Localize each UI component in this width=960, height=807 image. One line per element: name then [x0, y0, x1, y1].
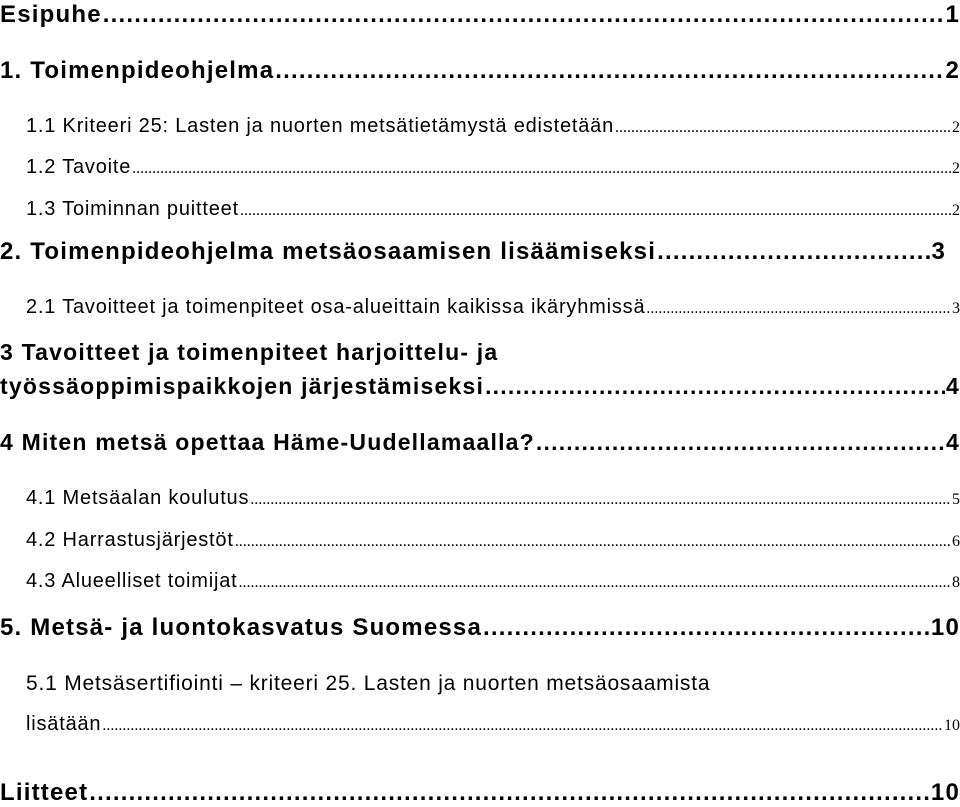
toc-leader-dots	[536, 429, 945, 456]
toc-page-number: 4	[946, 429, 960, 455]
toc-entry-title: 1.2 Tavoite	[26, 156, 132, 178]
toc-page-number: 4	[946, 373, 960, 399]
toc-entry[interactable]	[26, 296, 960, 319]
toc-leader-dots	[240, 202, 951, 220]
toc-entry[interactable]	[26, 487, 960, 510]
toc-page-number: 2	[952, 119, 960, 136]
toc-leader-dots	[132, 160, 951, 178]
toc-entry[interactable]	[26, 115, 960, 138]
toc-entry[interactable]	[26, 198, 960, 221]
toc-entry-title-line1: 5.1 Metsäsertifiointi – kriteeri 25. Lasten ja nuorten metsäosaamista	[26, 672, 711, 695]
toc-leader-dots	[89, 779, 930, 807]
toc-page-number: 2	[952, 202, 960, 219]
toc-leader-dots	[275, 57, 944, 85]
toc-leader-dots	[646, 300, 951, 318]
toc-entry-title: 4.2 Harrastusjärjestöt	[26, 529, 234, 551]
toc-entry-title: 1. Toimenpideohjelma	[0, 57, 275, 84]
toc-leader-dots	[483, 614, 930, 642]
toc-entry-title: 1.1 Kriteeri 25: Lasten ja nuorten metsätietämystä edistetään	[26, 115, 614, 137]
toc-leader-dots	[615, 119, 951, 137]
toc-entry[interactable]	[0, 238, 946, 266]
toc-entry[interactable]	[26, 529, 960, 552]
toc-page-number: 10	[930, 779, 960, 806]
toc-entry[interactable]	[0, 57, 960, 85]
toc-page-number: 3	[952, 300, 960, 317]
toc-page-number: 10	[944, 717, 960, 734]
toc-entry-title: 1.3 Toiminnan puitteet	[26, 198, 239, 220]
toc-page-number: 10	[930, 614, 960, 641]
toc-entry-title: 2. Toimenpideohjelma metsäosaamisen lisäämiseksi	[0, 238, 657, 265]
toc-entry[interactable]	[0, 1, 960, 29]
toc-entry[interactable]	[26, 713, 960, 736]
toc-page-number: 6	[952, 533, 960, 550]
toc-leader-dots	[103, 1, 945, 29]
toc-page-number: 2	[952, 160, 960, 177]
toc-entry-title: työssäoppimispaikkojen järjestämiseksi	[0, 373, 485, 399]
toc-entry-title: 5. Metsä- ja luontokasvatus Suomessa	[0, 614, 483, 641]
toc-entry-title: 4.3 Alueelliset toimijat	[26, 570, 238, 592]
toc-entry-title: Liitteet	[0, 779, 89, 806]
toc-entry[interactable]	[0, 779, 960, 807]
toc-leader-dots	[657, 238, 930, 266]
toc-entry-title: lisätään	[26, 713, 102, 735]
toc-entry-title: 4.1 Metsäalan koulutus	[26, 487, 250, 509]
toc-entry-title-line1: 3 Tavoitteet ja toimenpiteet harjoittelu- ja	[0, 339, 499, 365]
toc-leader-dots	[102, 717, 943, 735]
toc-leader-dots	[239, 574, 951, 592]
toc-entry[interactable]	[0, 429, 960, 456]
toc-page-number: 5	[952, 491, 960, 508]
toc-entry-title: 2.1 Tavoitteet ja toimenpiteet osa-alueittain kaikissa ikäryhmissä	[26, 296, 646, 318]
toc-entry[interactable]	[0, 373, 960, 400]
toc-page-number: 3	[931, 238, 946, 265]
toc-page-number: 1	[945, 1, 960, 28]
toc-entry[interactable]	[26, 156, 960, 179]
toc-leader-dots	[485, 373, 945, 400]
toc-entry-title: Esipuhe	[0, 1, 102, 28]
toc-entry[interactable]	[26, 570, 960, 593]
toc-entry-title: 4 Miten metsä opettaa Häme-Uudellamaalla?	[0, 429, 535, 455]
toc-entry[interactable]	[0, 614, 960, 642]
toc-leader-dots	[250, 491, 951, 509]
toc-page-number: 8	[952, 574, 960, 591]
toc-page-number: 2	[945, 57, 960, 84]
toc-leader-dots	[235, 533, 951, 551]
